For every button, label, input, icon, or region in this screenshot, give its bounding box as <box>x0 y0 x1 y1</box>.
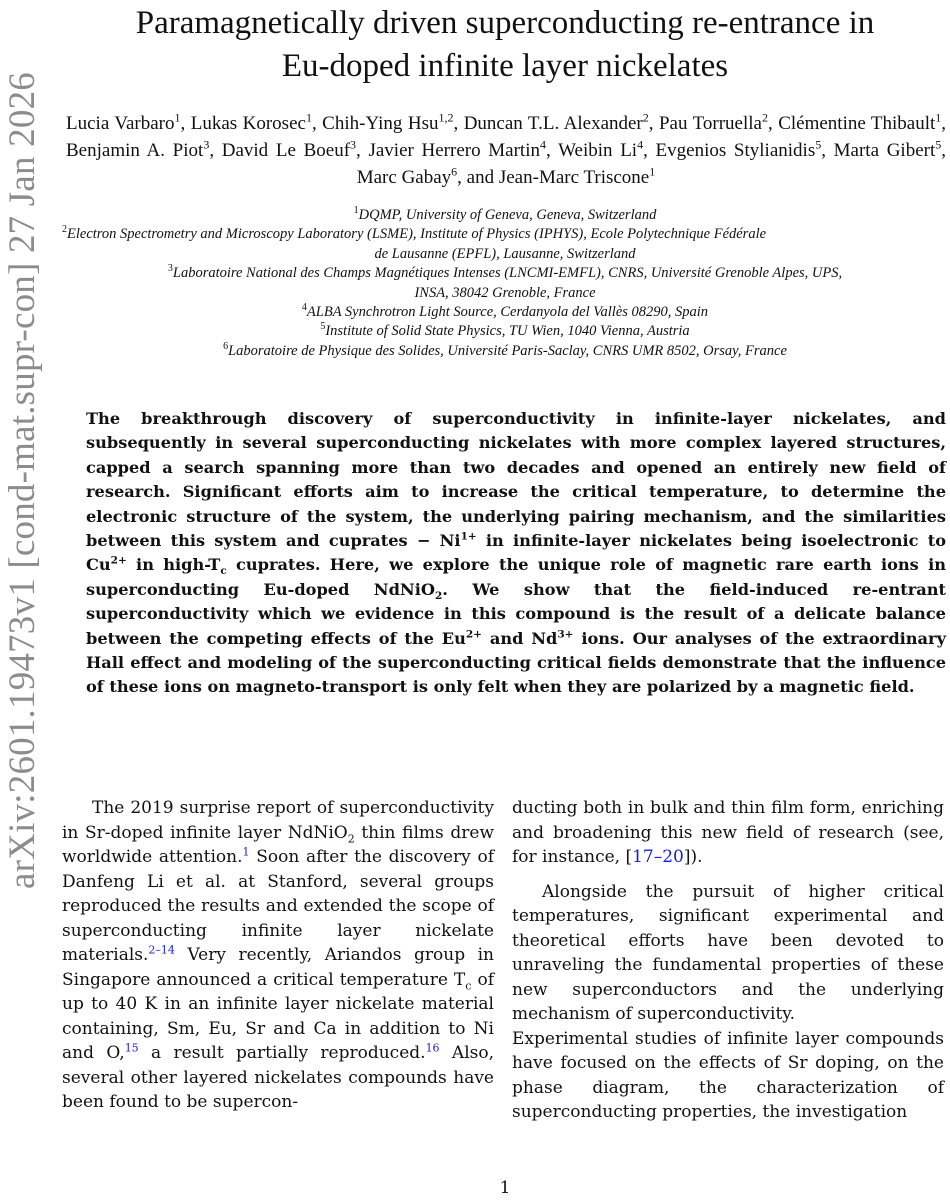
body-column-right <box>512 796 944 1125</box>
author-name: Pau Torruella$^2$, <box>658 110 773 134</box>
arxiv-identifier: arXiv:2601.19473v1 [cond-mat.supr-con] 27 Jan 2026 <box>1 71 43 889</box>
affiliation-4: $^4$ALBA Synchrotron Light Source, Cerdanyola del Vallès 08290, Spain <box>301 302 709 321</box>
affiliation-3-cont: INSA, 38042 Grenoble, France <box>414 284 596 301</box>
arxiv-stamp <box>2 0 42 960</box>
author-name: Lucia Varbaro$^1$, <box>66 110 186 134</box>
author-name: Duncan T.L. Alexander$^2$, <box>463 110 654 134</box>
author-name: Chih-Ying Hsu$^{1,2}$, <box>322 110 459 134</box>
author-name: David Le Boeuf$^3$, <box>221 137 361 161</box>
citation-link[interactable]: 1 <box>242 845 250 859</box>
body-column-left <box>62 796 494 1115</box>
citation-link[interactable]: 2–14 <box>148 943 175 957</box>
author-name: and Jean-Marc Triscone$^1$ <box>466 164 656 188</box>
affiliation-5: $^5$Institute of Solid State Physics, TU Wien, 1040 Vienna, Austria <box>320 321 690 340</box>
author-name: Marta Gibert$^5$, <box>833 137 946 161</box>
title-line-1: Paramagnetically driven superconducting re-entrance in <box>135 5 875 41</box>
author-name: Benjamin A. Piot$^3$, <box>66 137 215 161</box>
author-name: Evgenios Stylianidis$^5$, <box>655 137 826 161</box>
author-list <box>66 110 946 191</box>
abstract: The breakthrough discovery of superconductivity in infinite-layer nickelates, and subsequently in several superconducting nickelates with more complex layered structures, capped a search spanning more than two decades and opened an entirely new field of research. Significant efforts aim to increase the critical temperature, to determine the electronic structure of the system, the underlying pairing mechanism, and the similarities between this system and cuprates − $Ni^{1+}$ in infinite-layer nickelates being isoelectronic to $Cu^{2+}$ in high-$T_c$ cuprates. Here, we explore the unique role of magnetic rare earth ions in superconducting Eu-doped NdNiO$_2$. We show that the field-induced re-entrant superconductivity which we evidence in this compound is the result of a delicate balance between the competing effects of the $Eu^{2+}$ and $Nd^{3+}$ ions. Our analyses of the extraordinary Hall effect and modeling of the superconducting critical fields demonstrate that the influence of these ions on magneto-transport is only felt when they are polarized by a magnetic field. <box>86 409 946 697</box>
citation-link[interactable]: 16 <box>425 1041 440 1055</box>
page-number: 1 <box>499 1178 511 1198</box>
title-line-2: Eu-doped infinite layer nickelates <box>281 48 729 84</box>
affiliation-2: $^2$Electron Spectrometry and Microscopy Laboratory (LSME), Institute of Physics (IPHYS), Ecole Polytechnique Fédérale <box>62 224 767 243</box>
affiliation-list <box>60 206 950 361</box>
body-paragraph-2: Alongside the pursuit of higher critical temperatures, significant experimental and theoretical efforts have been devoted to unraveling the fundamental properties of these new superconductors and the underlying mechanism of superconductivity. <box>512 881 944 1024</box>
affiliation-6: $^6$Laboratoire de Physique des Solides, Université Paris-Saclay, CNRS UMR 8502, Orsay, France <box>223 341 787 359</box>
author-name: Marc Gabay$^6$, <box>356 164 462 188</box>
body-paragraph-1-continued: ducting both in bulk and thin film form, enriching and broadening this new field of research (see, for instance, [17–20]). <box>512 798 944 867</box>
affiliation-1: $^1$DQMP, University of Geneva, Geneva, Switzerland <box>353 205 657 223</box>
affiliation-3: $^3$Laboratoire National des Champs Magnétiques Intenses (LNCMI-EMFL), CNRS, Université Grenoble Alpes, UPS, <box>167 263 843 282</box>
paper-title <box>60 2 950 88</box>
body-paragraph-3: Experimental studies of infinite layer compounds have focused on the effects of Sr doping, on the phase diagram, the characterization of superconducting properties, the investigation <box>512 1028 944 1122</box>
author-name: Javier Herrero Martin$^4$, <box>368 137 551 161</box>
body-paragraph-1: The 2019 surprise report of superconductivity in Sr-doped infinite layer NdNiO$_2$ thin films drew worldwide attention.$^1$ Soon after the discovery of Danfeng Li et al. at Stanford, several groups reproduced the results and extended the scope of superconducting infinite layer nickelate materials.$^{2-14}$ Very recently, Ariandos group in Singapore announced a critical temperature $T_c$ of up to 40 K in an infinite layer nickelate material containing, Sm, Eu, Sr and Ca in addition to Ni and O,$^{15}$ a result partially reproduced.$^{16}$ Also, several other layered nickelates compounds have been found to be supercon- <box>62 798 495 1112</box>
citation-link[interactable]: 17–20 <box>632 847 684 867</box>
author-name: Lukas Korosec$^1$, <box>190 110 317 134</box>
citation-link[interactable]: 15 <box>124 1041 139 1055</box>
affiliation-2-cont: de Lausanne (EPFL), Lausanne, Switzerland <box>374 245 636 262</box>
author-name: Weibin Li$^4$, <box>558 137 648 161</box>
author-name: Clémentine Thibault$^1$, <box>778 110 947 134</box>
